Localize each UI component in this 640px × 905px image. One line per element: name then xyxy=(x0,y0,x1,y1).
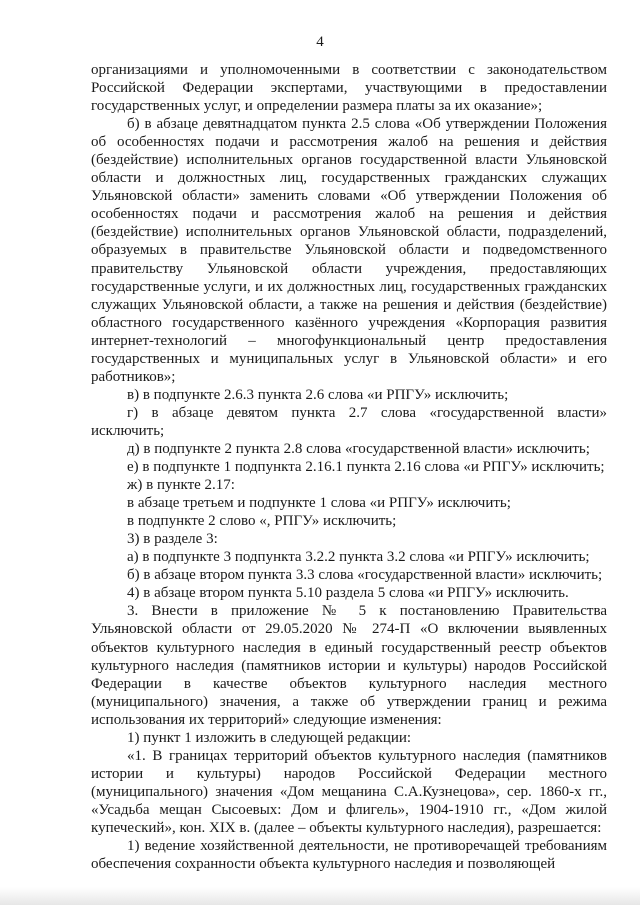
paragraph-item-a-3-2-2: а) в подпункте 3 подпункта 3.2.2 пункта 3.2 слова «и РПГУ» исключить; xyxy=(127,549,590,566)
paragraph-item-d-2-8: д) в подпункте 2 пункта 2.8 слова «государственной власти» исключить; xyxy=(127,440,590,457)
scan-bottom-edge xyxy=(0,887,640,905)
document-body xyxy=(91,61,607,873)
paragraph-item-zh-2-17: ж) в пункте 2.17: xyxy=(127,477,235,494)
paragraph-continuation: организациями и уполномоченными в соответствии с законодательством Российской Федерации экспертами, участвующими в предоставлении государственных услуг, и определении размера платы за их оказание»; xyxy=(91,62,607,115)
paragraph-item-g-2-7: г) в абзаце девятом пункта 2.7 слова «государственной власти» исключить; xyxy=(91,404,607,439)
paragraph-quoted-item-1: «1. В границах территорий объектов культурного наследия (памятников истории и культуры) народов Российской Федерации местного (муниципального) значения «Дом мещанина С.А.Кузнецова», сер. 1860-х гг., «Усадьба мещан Сысоевых: Дом и флигель», 1904-1910 гг., «Дом жилой купеческий», кон. XIX в. (далее – объекты культурного наследия), разрешается: xyxy=(91,747,607,836)
paragraph-item-b-3-3: б) в абзаце втором пункта 3.3 слова «государственной власти» исключить; xyxy=(127,567,603,584)
paragraph-quoted-subitem-1: 1) ведение хозяйственной деятельности, не противоречащей требованиям обеспечения сохранности объекта культурного наследия и позволяющей xyxy=(91,838,607,873)
paragraph-item-4-5-10: 4) в абзаце втором пункта 5.10 раздела 5 слова «и РПГУ» исключить. xyxy=(127,585,569,602)
paragraph-item-v-2-6-3: в) в подпункте 2.6.3 пункта 2.6 слова «и РПГУ» исключить; xyxy=(127,386,509,403)
paragraph-item-zh-line-2: в подпункте 2 слово «, РПГУ» исключить; xyxy=(127,513,397,530)
paragraph-item-3-section-3: 3) в разделе 3: xyxy=(127,531,218,548)
paragraph-item-b-2-5: б) в абзаце девятнадцатом пункта 2.5 слова «Об утверждении Положения об особенностях подачи и рассмотрения жалоб на решения и действия (бездействие) исполнительных органов государственной власти Ульяновской области и должностных лиц, государственных гражданских служащих Ульяновской области» заменить словами «Об утверждении Положения об особенностях подачи и рассмотрения жалоб на решения и действия (бездействие) исполнительных органов Ульяновской области, подразделений, образуемых в правительстве Ульяновской области и подведомственного правительству Ульяновской области учреждения, предоставляющих государственные услуги, и их должностных лиц, государственных гражданских служащих Ульяновской области, а также на решения и действия (бездействие) областного государственного казённого учреждения «Корпорация развития интернет-технологий – многофункциональный центр предоставления государственных и муниципальных услуг в Ульяновской области» и его работников»; xyxy=(91,116,607,385)
paragraph-item-1-redaction: 1) пункт 1 изложить в следующей редакции: xyxy=(127,729,412,746)
paragraph-item-e-2-16-1: е) в подпункте 1 подпункта 2.16.1 пункта 2.16 слова «и РПГУ» исключить; xyxy=(127,459,605,476)
paragraph-item-zh-line-1: в абзаце третьем и подпункте 1 слова «и РПГУ» исключить; xyxy=(127,495,511,512)
paragraph-section-3-amendment: 3. Внести в приложение № 5 к постановлению Правительства Ульяновской области от 29.05.2020 № 274-П «О включении выявленных объектов культурного наследия в единый государственный реестр объектов культурного наследия (памятников истории и культуры) народов Российской Федерации в качестве объектов культурного наследия местного (муниципального) значения, а также об утверждении границ и режима использования их территорий» следующие изменения: xyxy=(91,603,607,728)
page-number: 4 xyxy=(316,34,324,50)
